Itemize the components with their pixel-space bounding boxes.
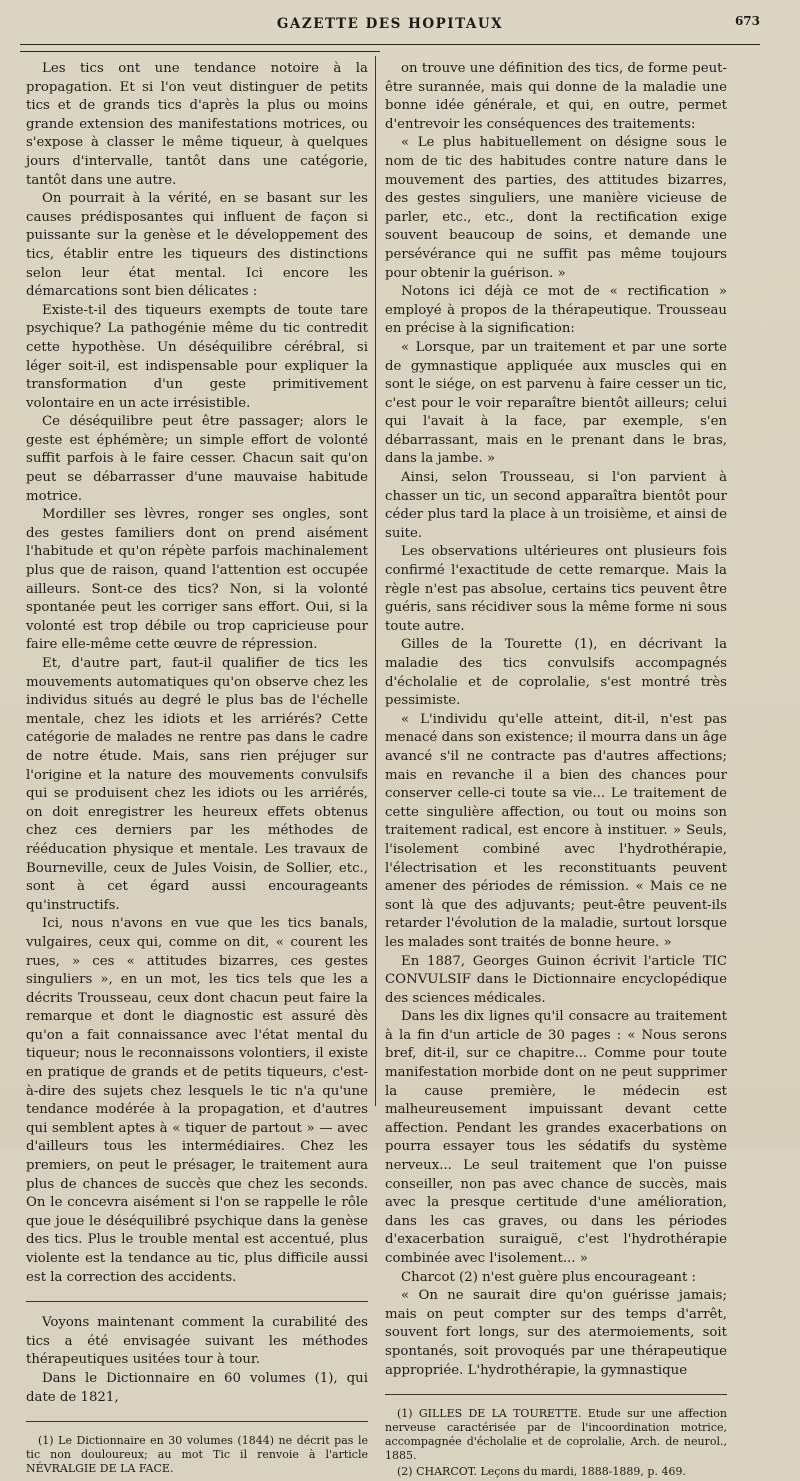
paragraph: Existe-t-il des tiqueurs exempts de toute tare psychique? La pathogénie même du tic contredit cette hypothèse. Un déséquilibre cérébral, si léger soit-il, est indispensable pour expliquer la transformation d'un geste primitivement volontaire en un acte irrésistible. <box>26 302 368 411</box>
right-column <box>385 60 727 1481</box>
left-column <box>26 60 368 1478</box>
paragraph: on trouve une définition des tics, de forme peut-être surannée, mais qui donne de la maladie une bonne idée générale, et qui, en outre, permet d'entrevoir les conséquences des traitements: <box>385 61 727 132</box>
paragraph: Charcot (2) n'est guère plus encourageant : <box>401 1269 697 1285</box>
paragraph: Dans les dix lignes qu'il consacre au traitement à la fin d'un article de 30 pages : « Nous serons bref, dit-il, sur ce chapitre... Comme pour toute manifestation morbide dont on ne peut supprimer la cause première, le médecin est malheureusement impuissant devant cette affection. Pendant les grandes exacerbations on pourra essayer tous les sédatifs du système nerveux... Le seul traitement que l'on puisse conseiller, non pas avec chance de succès, mais avec la presque certitude d'une amélioration, dans les cas graves, ou dans les périodes d'exacerbation suraiguë, c'est l'hydrothérapie combinée avec l'isolement... » <box>385 1009 727 1266</box>
paragraph: Dans le Dictionnaire en 60 volumes (1), qui date de 1821, <box>26 1370 368 1405</box>
column-divider <box>375 56 376 1106</box>
paragraph: Notons ici déjà ce mot de « rectification » employé à propos de la thérapeutique. Trousseau en précise à la signification: <box>385 284 727 337</box>
footnote: (1) Le Dictionnaire en 30 volumes (1844) ne décrit pas le tic non douloureux; au mot Tic il renvoie à l'article NÉVRALGIE DE LA FACE. <box>26 1434 368 1476</box>
running-header <box>20 14 760 36</box>
paragraph: Gilles de la Tourette (1), en décrivant la maladie des tics convulsifs accompagnés d'écholalie et de coprolalie, s'est montré très pessimiste. <box>385 637 727 709</box>
paragraph: Et, d'autre part, faut-il qualifier de tics les mouvements automatiques qu'on observe chez les individus situés au degré le plus bas de l'échelle mentale, chez les idiots et les arriérés? Cette catégorie de malades ne rentre pas dans le cadre de notre étude. Mais, sans rien préjuger sur l'origine et la nature des mouvements convulsifs qui se produisent chez les idiots ou les arriérés, on doit enregistrer les heureux effets obtenus chez ces derniers par les méthodes de rééducation physique et mentale. Les travaux de Bourneville, ceux de Jules Voisin, de Sollier, etc., sont à cet égard aussi encourageants qu'instructifs. <box>26 656 368 913</box>
section-separator <box>26 1301 368 1302</box>
paragraph: Ainsi, selon Trousseau, si l'on parvient à chasser un tic, un second apparaîtra bientôt pour céder plus tard la place à un troisième, et ainsi de suite. <box>385 470 727 541</box>
paragraph: « Lorsque, par un traitement et par une sorte de gymnastique appliquée aux muscles qui en sont le siége, on est parvenu à faire cesser un tic, c'est pour le voir reparaître bientôt ailleurs; celui qui l'avait à la face, par exemple, s'en débarrassant, mais en le prenant dans le bras, dans la jambe. » <box>385 339 727 467</box>
paragraph: « L'individu qu'elle atteint, dit-il, n'est pas menacé dans son existence; il mourra dans un âge avancé s'il ne contracte pas d'autres affections; mais en revanche il a bien des chances pour conserver celle-ci toute sa vie... Le traitement de cette singulière affection, ou tout ou moins son traitement radical, est encore à instituer. » Seuls, l'isolement combiné avec l'hydrothérapie, l'électrisation et les reconstituants peuvent amener des périodes de rémission. « Mais ce ne sont là que des adjuvants; peut-être peuvent-ils retarder l'évolution de la maladie, surtout lorsque les malades sont traités de bonne heure. » <box>385 711 727 950</box>
header-rule-secondary <box>20 51 380 52</box>
footnote: (2) CHARCOT. Leçons du mardi, 1888-1889, p. 469. <box>397 1465 686 1479</box>
page-number: 673 <box>734 14 760 28</box>
paragraph: « On ne saurait dire qu'on guérisse jamais; mais on peut compter sur des temps d'arrêt, souvent fort longs, sur des atermoiements, soit spontanés, soit provoqués par une thérapeutique appropriée. L'hydrothérapie, la gymnastique <box>385 1288 727 1378</box>
paragraph: Ici, nous n'avons en vue que les tics banals, vulgaires, ceux qui, comme on dit, « courent les rues, » ces « attitudes bizarres, ces gestes singuliers », en un mot, les tics tels que les a décrits Trousseau, ceux dont chacun peut faire la remarque et dont le diagnostic est assuré dès qu'on a fait connaissance avec l'état mental du tiqueur; nous le reconnaissons volontiers, il existe en pratique de grands et de petits tiqueurs, c'est-à-dire des sujets chez lesquels le tic n'a qu'une tendance modérée à la propagation, et d'autres qui semblent aptes à « tiquer de partout » — avec d'ailleurs tous les intermédiaires. Chez les premiers, on peut le présager, le traitement aura plus de chances de succès que chez les seconds. On le concevra aisément si l'on se rappelle le rôle que joue le déséquilibré psychique dans la genèse des tics. Plus le trouble mental est accentué, plus violente est la tendance au tic, plus difficile aussi est la correction des accidents. <box>26 916 368 1285</box>
header-rule <box>20 44 760 45</box>
paragraph: On pourrait à la vérité, en se basant sur les causes prédisposantes qui influent de façon si puissante sur la genèse et le développement des tics, établir entre les tiqueurs des distinctions selon leur état mental. Ici encore les démarcations sont bien délicates : <box>26 191 368 300</box>
footnotes <box>385 1407 727 1479</box>
footnotes <box>26 1434 368 1476</box>
paragraph: Voyons maintenant comment la curabilité des tics a été envisagée suivant les méthodes thérapeutiques usitées tour à tour. <box>26 1315 368 1368</box>
footnote-separator <box>385 1394 727 1395</box>
journal-title: GAZETTE DES HOPITAUX <box>276 16 504 32</box>
footnote: (1) GILLES DE LA TOURETTE. Etude sur une affection nerveuse caractérisée par de l'incoordination motrice, accompagnée d'écholalie et de coprolalie, Arch. de neurol., 1885. <box>385 1407 727 1463</box>
paragraph: Mordiller ses lèvres, ronger ses ongles, sont des gestes familiers dont on prend aisément l'habitude et qu'on répète parfois machinalement plus que de raison, quand l'attention est occupée ailleurs. Sont-ce des tics? Non, si la volonté spontanée peut les corriger sans effort. Oui, si la volonté est trop débile ou trop capricieuse pour faire elle-même cette œuvre de répression. <box>26 507 368 653</box>
footnote-separator <box>26 1421 368 1422</box>
paragraph: Les observations ultérieures ont plusieurs fois confirmé l'exactitude de cette remarque. Mais la règle n'est pas absolue, certains tics peuvent être guéris, sans récidiver sous la même forme ni sous toute autre. <box>385 544 727 634</box>
paragraph: « Le plus habituellement on désigne sous le nom de tic des habitudes contre nature dans le mouvement des parties, des attitudes bizarres, des gestes singuliers, une manière vicieuse de parler, etc., etc., dont la rectification exige souvent beaucoup de soins, et demande une persévérance qui ne suffit pas même toujours pour obtenir la guérison. » <box>385 135 727 281</box>
paragraph: Les tics ont une tendance notoire à la propagation. Et si l'on veut distinguer de petits tics et de grands tics d'après la plus ou moins grande extension des manifestations motrices, ou s'expose à classer le même tiqueur, à quelques jours d'intervalle, tantôt dans une catégorie, tantôt dans une autre. <box>26 61 368 188</box>
paragraph: En 1887, Georges Guinon écrivit l'article TIC CONVULSIF dans le Dictionnaire encyclopédique des sciences médicales. <box>385 953 727 1006</box>
paragraph: Ce déséquilibre peut être passager; alors le geste est éphémère; un simple effort de volonté suffit parfois à le faire cesser. Chacun sait qu'on peut se débarrasser d'une mauvaise habitude motrice. <box>26 414 368 504</box>
